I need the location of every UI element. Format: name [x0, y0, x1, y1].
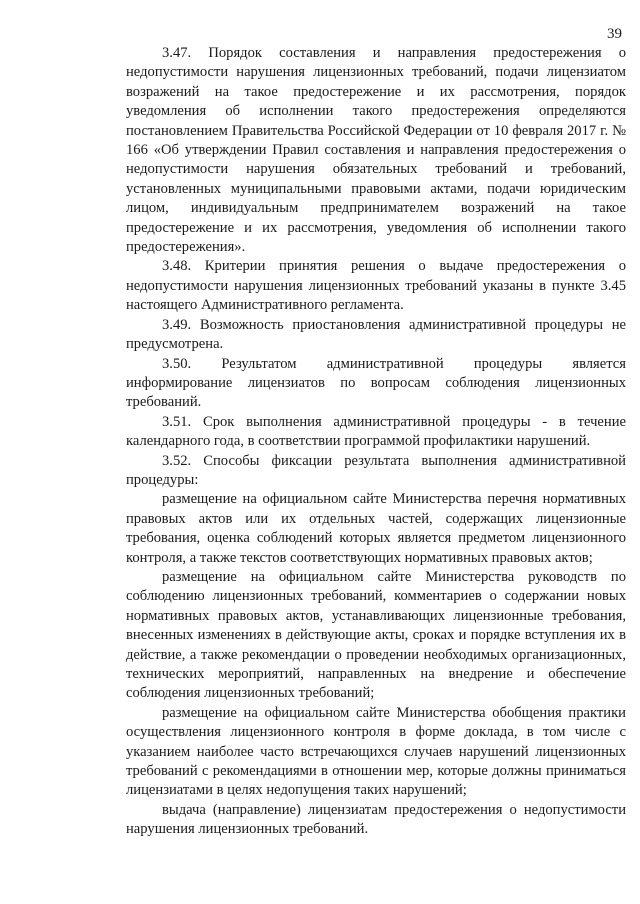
paragraph-3-48: 3.48. Критерии принятия решения о выдаче предостережения о недопустимости нарушения лицензионных требований указаны в пункте 3.45 настоящего Административного регламента. [126, 258, 626, 314]
paragraph-3-47: 3.47. Порядок составления и направления предостережения о недопустимости нарушения лицензионных требований, подачи лицензиатом возражений на такое предостережение и их рассмотрения, порядок уведомления об исполнении такого предостережения определяются постановлением Правительства Российской Федерации от 10 февраля 2017 г. № 166 «Об утверждении Правил составления и направления предостережения о недопустимости нарушения обязательных требований и требований, установленных муниципальными правовыми актами, подачи юридическим лицом, индивидуальным предпринимателем возражений на такое предостережение и их рассмотрения, уведомления об исполнении такого предостережения». [126, 45, 626, 256]
page-number: 39 [607, 26, 622, 42]
document-body [126, 44, 626, 840]
paragraph-3-50: 3.50. Результатом административной процедуры является информирование лицензиатов по вопросам соблюдения лицензионных требований. [126, 355, 626, 411]
paragraph-3-49: 3.49. Возможность приостановления административной процедуры не предусмотрена. [126, 316, 626, 353]
list-item-guidance: размещение на официальном сайте Министерства руководств по соблюдению лицензионных требований, комментариев о содержании новых нормативных правовых актов, устанавливающих лицензионные требования, внесенных изменениях в действующие акты, сроках и порядке вступления их в действие, а также рекомендации о проведении необходимых организационных, технических мероприятий, направленных на внедрение и обеспечение соблюдения лицензионных требований; [126, 568, 626, 702]
list-item-practice-report: размещение на официальном сайте Министерства обобщения практики осуществления лицензионного контроля в форме доклада, в том числе с указанием наиболее часто встречающихся случаев нарушений лицензионных требований с рекомендациями в отношении мер, которые должны приниматься лицензиатами в целях недопущения таких нарушений; [126, 704, 626, 799]
list-item-legal-acts: размещение на официальном сайте Министерства перечня нормативных правовых актов или их отдельных частей, содержащих лицензионные требования, оценка соблюдений которых является предметом лицензионного контроля, а также текстов соответствующих нормативных правовых актов; [126, 491, 626, 566]
paragraph-3-51: 3.51. Срок выполнения административной процедуры - в течение календарного года, в соответствии программой профилактики нарушений. [126, 413, 626, 450]
list-item-warning-issuance: выдача (направление) лицензиатам предостережения о недопустимости нарушения лицензионных требований. [126, 801, 626, 838]
paragraph-3-52: 3.52. Способы фиксации результата выполнения административной процедуры: [126, 452, 626, 488]
